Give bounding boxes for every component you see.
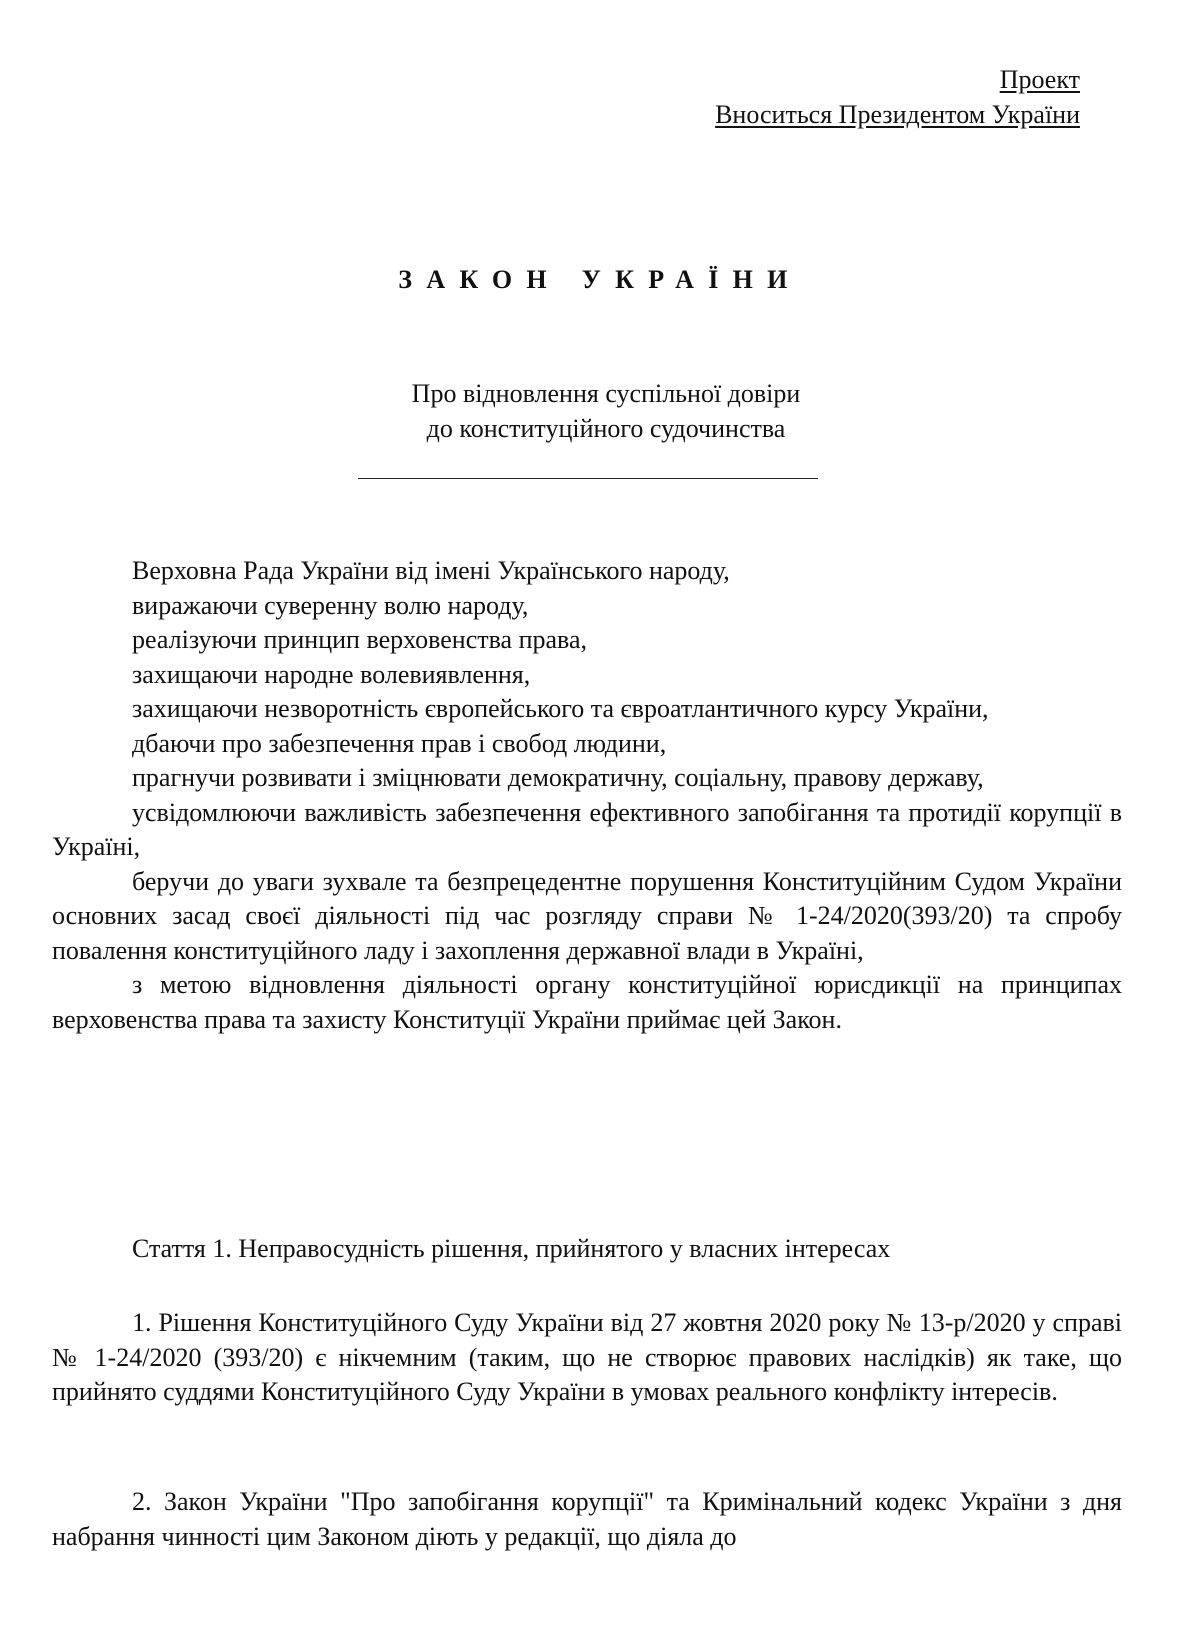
preamble-paragraph: захищаючи незворотність європейського та євроатлантичного курсу України,	[132, 694, 989, 723]
preamble-paragraph: захищаючи народне волевиявлення,	[132, 659, 531, 689]
preamble-paragraph: реалізуючи принцип верховенства права,	[132, 625, 588, 654]
draft-label: Проект	[999, 65, 1080, 94]
preamble-paragraph: Верховна Рада України від імені Українського народу,	[132, 556, 730, 585]
preamble	[52, 554, 1122, 1037]
article-1-heading: Стаття 1. Неправосудність рішення, прийнятого у власних інтересах	[132, 1234, 891, 1263]
subtitle-line-1: Про відновлення суспільної довіри	[411, 379, 801, 408]
article-1-paragraph-2: 2. Закон України "Про запобігання корупції" та Кримінальний кодекс України з дня набрання чинності цим Законом діють у редакції, що діяла до	[52, 1487, 1122, 1551]
submitted-by-label: Вноситься Президентом України	[715, 100, 1080, 129]
document-header	[715, 62, 1080, 132]
preamble-paragraph: прагнучи розвивати і зміцнювати демократичну, соціальну, правову державу,	[132, 763, 984, 792]
article-1-paragraph-1: 1. Рішення Конституційного Суду України від 27 жовтня 2020 року № 13-р/2020 у справі № 1-24/2020 (393/20) є нікчемним (таким, що не створює правових наслідків) як таке, що прийнято суддями Конституційного Суду України в умовах реального конфлікту інтересів.	[52, 1308, 1122, 1406]
preamble-paragraph: з метою відновлення діяльності органу конституційної юрисдикції на принципах верховенства права та захисту Конституції України приймає цей Закон.	[52, 970, 1122, 1034]
preamble-paragraph: усвідомлюючи важливість забезпечення ефективного запобігання та протидії корупції в Україні,	[52, 797, 1122, 861]
title-separator-line	[358, 478, 818, 479]
preamble-paragraph: беручи до уваги зухвале та безпрецедентне порушення Конституційним Судом України основних засад своєї діяльності під час розгляду справи № 1-24/2020(393/20) та спробу повалення конституційного ладу і захоплення державної влади в Україні,	[52, 866, 1122, 965]
document-title: ЗАКОН УКРАЇНИ	[398, 265, 802, 294]
document-subtitle	[0, 376, 1200, 446]
subtitle-line-2: до конституційного судочинства	[426, 414, 786, 443]
preamble-paragraph: дбаючи про забезпечення прав і свобод людини,	[132, 728, 667, 758]
preamble-paragraph: виражаючи суверенну волю народу,	[132, 590, 529, 620]
